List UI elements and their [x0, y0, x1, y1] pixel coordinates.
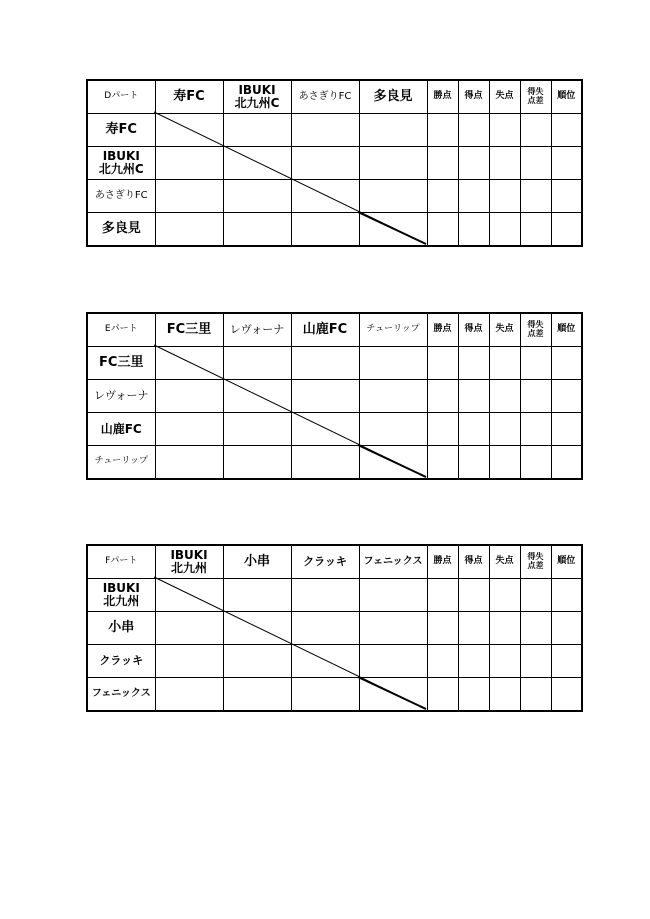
goal-diff-label: 得失 点差: [527, 552, 544, 570]
stat-header-rank: 順位: [551, 545, 582, 579]
stat-header-goals-against: 失点: [489, 313, 520, 347]
row-team-4: 多良見: [87, 213, 155, 247]
league-table: [86, 312, 583, 480]
col-team-2: 小串: [223, 545, 291, 579]
group-f-block: [86, 544, 583, 712]
row-team-3: あさぎりFC: [87, 180, 155, 213]
col-team-3: あさぎりFC: [291, 80, 359, 114]
stat-header-goals-for: 得点: [458, 313, 489, 347]
stat-header-goal-diff: [520, 80, 551, 114]
col-team-2: [223, 80, 291, 114]
row-team-1: FC三里: [87, 347, 155, 380]
stat-header-goals-for: 得点: [458, 80, 489, 114]
col-team-1: [155, 545, 223, 579]
part-label: Dパート: [87, 80, 155, 114]
stat-header-points: 勝点: [427, 80, 458, 114]
stat-header-points: 勝点: [427, 313, 458, 347]
col-team-1: FC三里: [155, 313, 223, 347]
stat-header-goals-for: 得点: [458, 545, 489, 579]
col-team-2: レヴォーナ: [223, 313, 291, 347]
col-team-4: 多良見: [359, 80, 427, 114]
stat-header-rank: 順位: [551, 80, 582, 114]
stat-header-goals-against: 失点: [489, 545, 520, 579]
row-team-4: フェニックス: [87, 678, 155, 712]
row-team-1: [87, 579, 155, 612]
goal-diff-label: 得失 点差: [527, 320, 544, 338]
goal-diff-label: 得失 点差: [527, 87, 544, 105]
row-team-3: クラッキ: [87, 645, 155, 678]
col-team-1: 寿FC: [155, 80, 223, 114]
stat-header-goals-against: 失点: [489, 80, 520, 114]
part-label: Fパート: [87, 545, 155, 579]
row-team-2-label: IBUKI 北九州C: [98, 149, 144, 176]
group-d-block: [86, 79, 583, 247]
row-team-1: 寿FC: [87, 114, 155, 147]
col-team-3: 山鹿FC: [291, 313, 359, 347]
row-team-1-label: IBUKI 北九州: [102, 581, 140, 608]
row-team-2: レヴォーナ: [87, 380, 155, 413]
row-team-4: チューリップ: [87, 446, 155, 480]
row-team-2: [87, 147, 155, 180]
stat-header-goal-diff: [520, 545, 551, 579]
col-team-4: チューリップ: [359, 313, 427, 347]
stat-header-goal-diff: [520, 313, 551, 347]
group-e-block: [86, 312, 583, 480]
stat-header-points: 勝点: [427, 545, 458, 579]
league-table: [86, 544, 583, 712]
league-table: [86, 79, 583, 247]
part-label: Eパート: [87, 313, 155, 347]
col-team-3: クラッキ: [291, 545, 359, 579]
col-team-1-label: IBUKI 北九州: [170, 548, 208, 575]
col-team-4: フェニックス: [359, 545, 427, 579]
col-team-2-label: IBUKI 北九州C: [234, 83, 280, 110]
row-team-2: 小串: [87, 612, 155, 645]
stat-header-rank: 順位: [551, 313, 582, 347]
row-team-3: 山鹿FC: [87, 413, 155, 446]
